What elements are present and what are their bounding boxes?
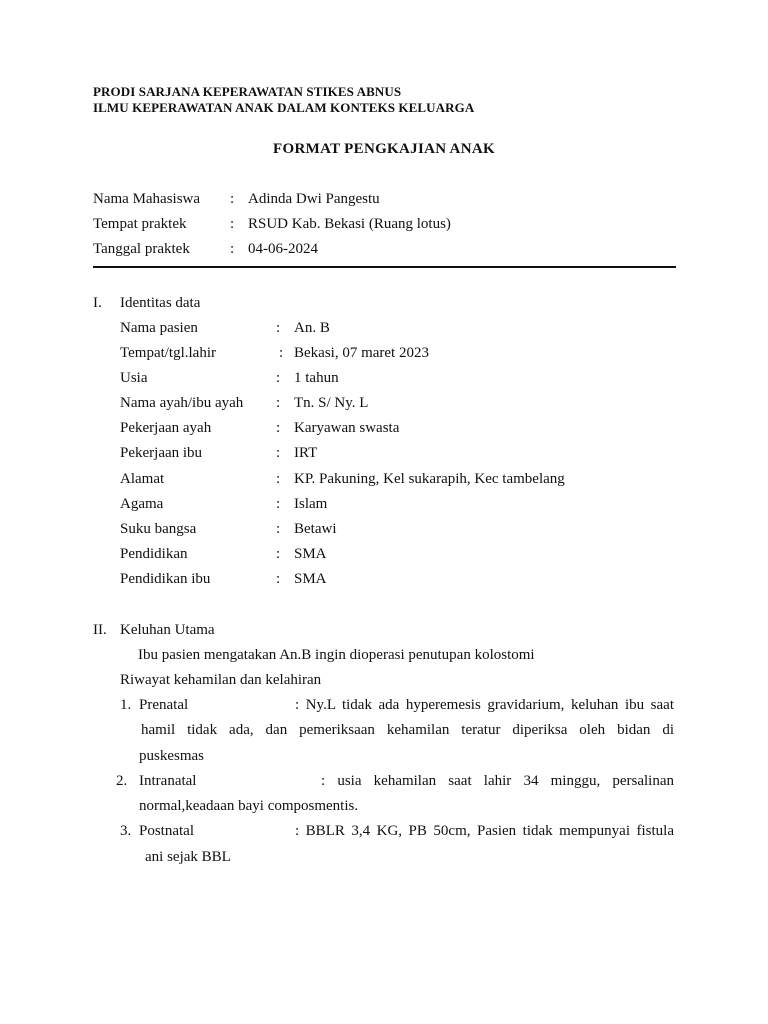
parents-value: Tn. S/ Ny. L <box>294 395 369 411</box>
father-job-value: Karyawan swasta <box>294 420 400 436</box>
religion-colon: : <box>276 496 281 512</box>
prenatal-line-3: puskesmas <box>139 748 204 764</box>
age-label: Usia <box>120 370 148 386</box>
postnatal-line-2: ani sejak BBL <box>145 849 231 865</box>
mother-education-value: SMA <box>294 571 327 587</box>
address-label: Alamat <box>120 471 165 487</box>
practice-date-label: Tanggal praktek <box>93 241 190 257</box>
education-value: SMA <box>294 546 327 562</box>
prenatal-line-2: hamil tidak ada, dan pemeriksaan kehamilan teratur diperiksa oleh bidan di <box>141 722 674 738</box>
address-value: KP. Pakuning, Kel sukarapih, Kec tambelang <box>294 471 565 487</box>
section-1-number: I. <box>93 295 102 311</box>
practice-place-value: RSUD Kab. Bekasi (Ruang lotus) <box>248 216 451 232</box>
education-label: Pendidikan <box>120 546 188 562</box>
item-1-number: 1. <box>120 697 132 713</box>
prenatal-label: Prenatal <box>139 697 189 713</box>
father-job-colon: : <box>276 420 281 436</box>
mother-job-colon: : <box>276 445 281 461</box>
parents-colon: : <box>276 395 281 411</box>
mother-job-value: IRT <box>294 445 318 461</box>
divider-line <box>93 266 676 268</box>
ethnicity-value: Betawi <box>294 521 337 537</box>
item-3-number: 3. <box>120 823 132 839</box>
practice-date-value: 04-06-2024 <box>248 241 318 257</box>
birth-label: Tempat/tgl.lahir <box>120 345 217 361</box>
mother-education-colon: : <box>276 571 281 587</box>
patient-name-label: Nama pasien <box>120 320 198 336</box>
age-colon: : <box>276 370 281 386</box>
postnatal-line-1: : BBLR 3,4 KG, PB 50cm, Pasien tidak mempunyai fistula <box>295 823 674 839</box>
main-complaint-text: Ibu pasien mengatakan An.B ingin dioperasi penutupan kolostomi <box>138 647 535 663</box>
address-colon: : <box>276 471 281 487</box>
parents-label: Nama ayah/ibu ayah <box>120 395 244 411</box>
practice-date-colon: : <box>230 241 235 257</box>
page-title: FORMAT PENGKAJIAN ANAK <box>273 141 495 157</box>
practice-place-colon: : <box>230 216 235 232</box>
religion-value: Islam <box>294 496 328 512</box>
section-2-heading: Keluhan Utama <box>120 622 215 638</box>
ethnicity-colon: : <box>276 521 281 537</box>
prenatal-line-1: : Ny.L tidak ada hyperemesis gravidarium, keluhan ibu saat <box>295 697 674 713</box>
practice-place-label: Tempat praktek <box>93 216 187 232</box>
intranatal-line-2: normal,keadaan bayi composmentis. <box>139 798 359 814</box>
section-1-heading: Identitas data <box>120 295 201 311</box>
student-name-value: Adinda Dwi Pangestu <box>248 191 380 207</box>
education-colon: : <box>276 546 281 562</box>
history-heading: Riwayat kehamilan dan kelahiran <box>120 672 322 688</box>
student-name-colon: : <box>230 191 235 207</box>
mother-job-label: Pekerjaan ibu <box>120 445 203 461</box>
course-name: ILMU KEPERAWATAN ANAK DALAM KONTEKS KELUARGA <box>93 100 475 115</box>
patient-name-colon: : <box>276 320 281 336</box>
item-2-number: 2. <box>116 773 128 789</box>
patient-name-value: An. B <box>294 320 330 336</box>
religion-label: Agama <box>120 496 164 512</box>
institution-name: PRODI SARJANA KEPERAWATAN STIKES ABNUS <box>93 84 402 99</box>
section-2-number: II. <box>93 622 107 638</box>
father-job-label: Pekerjaan ayah <box>120 420 212 436</box>
intranatal-label: Intranatal <box>139 773 197 789</box>
student-name-label: Nama Mahasiswa <box>93 191 201 207</box>
mother-education-label: Pendidikan ibu <box>120 571 211 587</box>
ethnicity-label: Suku bangsa <box>120 521 197 537</box>
intranatal-line-1: : usia kehamilan saat lahir 34 minggu, persalinan <box>321 773 674 789</box>
age-value: 1 tahun <box>294 370 339 386</box>
postnatal-label: Postnatal <box>139 823 194 839</box>
birth-value: Bekasi, 07 maret 2023 <box>294 345 429 361</box>
birth-colon: : <box>279 345 284 361</box>
